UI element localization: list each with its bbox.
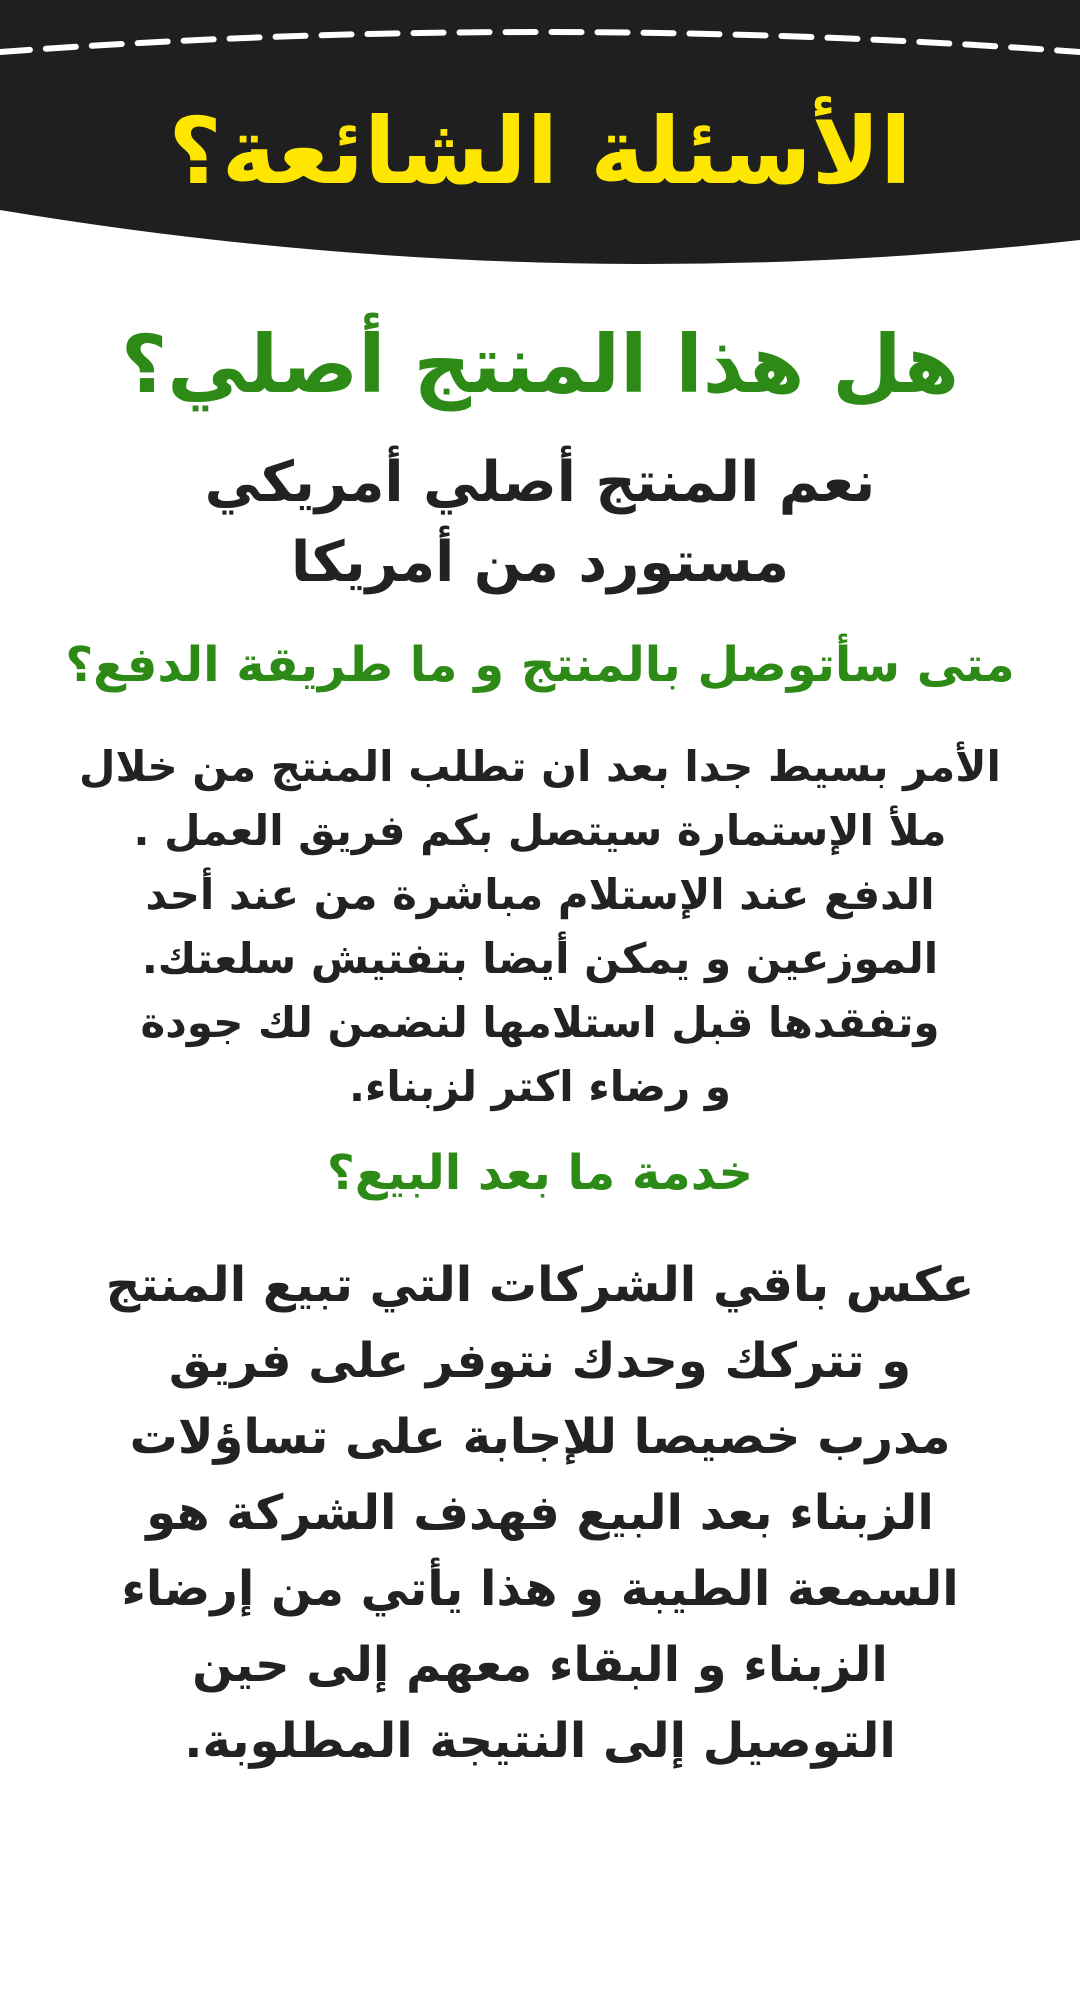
- answer-line: وتفقدها قبل استلامها لنضمن لك جودة: [140, 998, 940, 1047]
- banner-title: الأسئلة الشائعة؟: [168, 98, 912, 205]
- answer-line: ملأ الإستمارة سيتصل بكم فريق العمل .: [133, 806, 947, 855]
- answer-line: السمعة الطيبة و هذا يأتي من إرضاء: [121, 1561, 959, 1617]
- answer-line: التوصيل إلى النتيجة المطلوبة.: [184, 1713, 896, 1769]
- faq-answer-after-sales: [60, 1247, 1020, 1779]
- faq-question-delivery: متى سأتوصل بالمنتج و ما طريقة الدفع؟: [65, 637, 1015, 693]
- answer-line: و رضاء اكتر لزبناء.: [348, 1062, 732, 1111]
- answer-line: مستورد من أمريكا: [291, 530, 789, 595]
- faq-question-after-sales: خدمة ما بعد البيع؟: [326, 1145, 754, 1201]
- faq-answer-original: [60, 443, 1020, 603]
- answer-line: مدرب خصيصا للإجابة على تساؤلات: [129, 1409, 951, 1465]
- answer-line: الموزعين و يمكن أيضا بتفتيش سلعتك.: [141, 934, 939, 983]
- answer-line: نعم المنتج أصلي أمريكي: [204, 450, 876, 515]
- faq-answer-delivery: [60, 735, 1020, 1119]
- faq-banner: [0, 0, 1080, 270]
- answer-line: الأمر بسيط جدا بعد ان تطلب المنتج من خلال: [79, 742, 1001, 791]
- faq-question-original: هل هذا المنتج أصلي؟: [120, 318, 960, 411]
- faq-content: [60, 305, 1020, 1779]
- answer-line: الزبناء بعد البيع فهدف الشركة هو: [146, 1485, 934, 1541]
- answer-line: و تتركك وحدك نتوفر على فريق: [168, 1333, 912, 1389]
- answer-line: الزبناء و البقاء معهم إلى حين: [192, 1637, 888, 1693]
- answer-line: الدفع عند الإستلام مباشرة من عند أحد: [145, 870, 935, 919]
- answer-line: عكس باقي الشركات التي تبيع المنتج: [105, 1257, 975, 1313]
